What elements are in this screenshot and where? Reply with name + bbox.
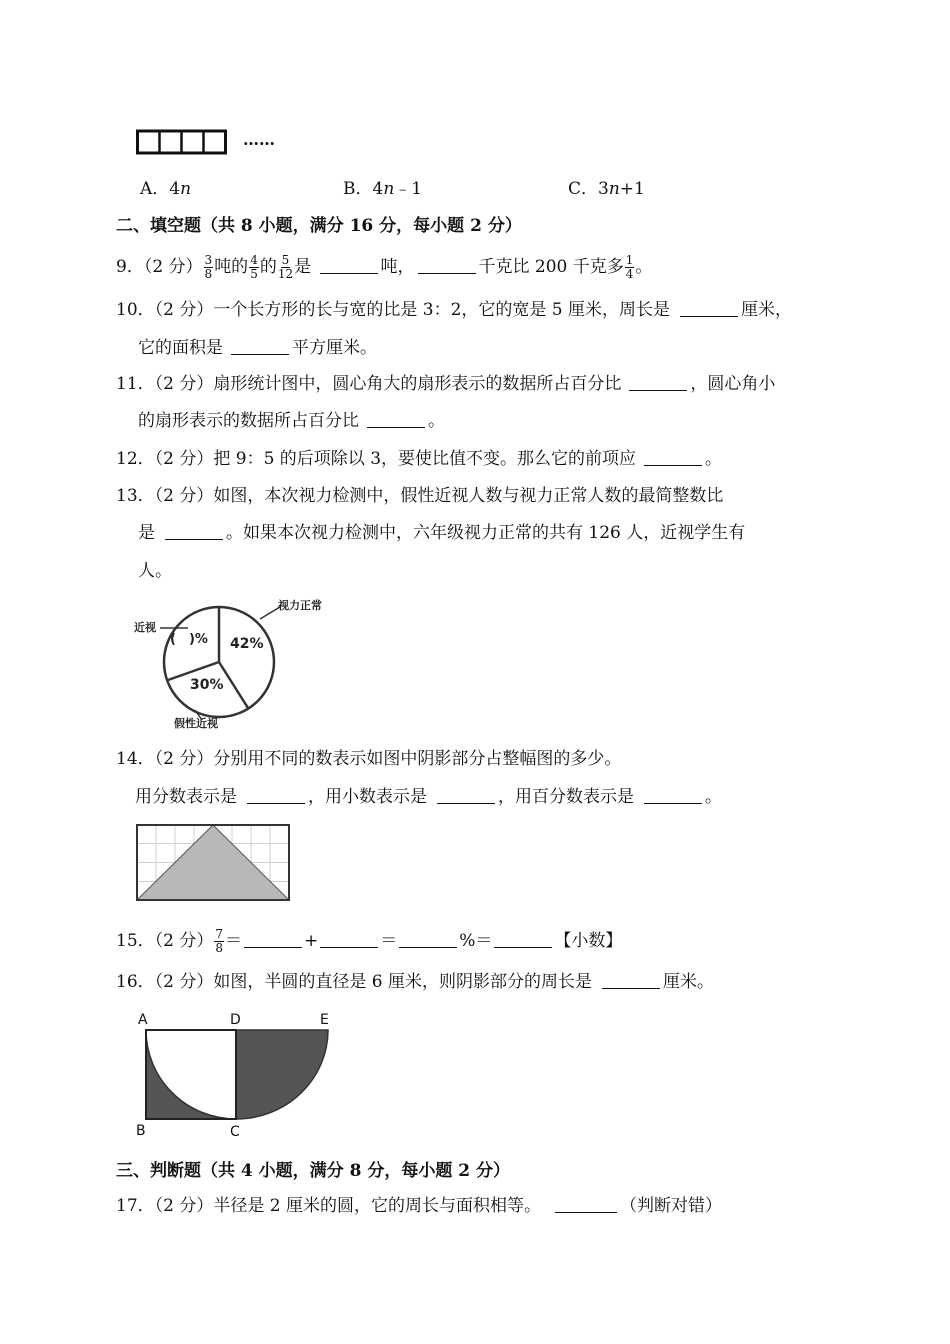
fraction: $\frac{1}{4}$ [625,253,634,281]
leader-normal [260,607,280,619]
fraction: $\frac{3}{8}$ [204,253,213,281]
point-a-label: A [138,1012,148,1028]
semicircle-figure [132,1005,342,1140]
answer-blank[interactable] [629,374,687,391]
pie-label-normal: 视力正常 [278,599,322,612]
fraction: $\frac{4}{5}$ [250,253,258,281]
pie-label-false: 假性近视 [174,717,218,730]
option-a[interactable]: A．4n [140,179,192,199]
pie-label-near: 近视 [134,621,156,634]
answer-blank[interactable] [555,1196,617,1213]
question-14-line-1: 14．（2 分）分别用不同的数表示如图中阴影部分占整幅图的多少。 [116,749,622,769]
pie-value-normal: 42% [230,636,264,652]
answer-blank[interactable] [231,338,289,355]
question-16: 16．（2 分）如图，半圆的直径是 6 厘米，则阴影部分的周长是 厘米。 [116,972,714,992]
shaded-right-region [236,1030,328,1119]
answer-blank[interactable] [165,523,223,540]
answer-blank[interactable] [320,257,378,274]
question-9: 9．（2 分） $\frac{3}{8}$ 吨的 $\frac{4}{5}$ 的 $\frac{5}{12}$ 是 吨， 千克比 200 千克多 $\frac{1}{4}$ 。 [116,253,653,281]
answer-blank[interactable] [602,972,660,989]
pie-value-false: 30% [190,677,224,693]
section-3-title: 三、判断题（共 4 小题，满分 8 分，每小题 2 分） [116,1161,510,1181]
question-11-line-2: 的扇形表示的数据所占百分比 。 [138,411,445,431]
question-10-line-1: 10．（2 分）一个长方形的长与宽的比是 3：2，它的宽是 5 厘米，周长是 厘米， [116,300,793,320]
question-12: 12．（2 分）把 9：5 的后项除以 3，要使比值不变。那么它的前项应 。 [116,449,723,469]
option-c[interactable]: C．3n+1 [568,179,645,199]
question-15: 15．（2 分） $\frac{7}{8}$ ＝ + ＝ %＝ 【小数】 [116,927,623,955]
answer-blank[interactable] [418,257,476,274]
question-13-line-2: 是 。如果本次视力检测中，六年级视力正常的共有 126 人，近视学生有 [138,523,746,543]
question-10-line-2: 它的面积是 平方厘米。 [138,338,377,358]
section-2-title: 二、填空题（共 8 小题，满分 16 分，每小题 2 分） [116,216,522,236]
point-e-label: E [320,1012,329,1028]
question-11-line-1: 11．（2 分）扇形统计图中，圆心角大的扇形表示的数据所占百分比 ，圆心角小 [116,374,776,394]
point-d-label: D [230,1012,241,1028]
answer-blank[interactable] [399,931,457,948]
fraction: $\frac{7}{8}$ [215,927,223,955]
point-c-label: C [230,1124,240,1140]
answer-blank[interactable] [244,931,302,948]
question-17: 17．（2 分）半径是 2 厘米的圆，它的周长与面积相等。 （判断对错） [116,1196,722,1216]
vision-pie-chart [130,595,340,735]
option-b[interactable]: B．4n﹣1 [343,179,423,199]
answer-blank[interactable] [644,449,702,466]
fraction: $\frac{5}{12}$ [277,253,294,281]
answer-blank[interactable] [367,411,425,428]
pie-value-unknown: ( )% [170,632,208,647]
question-13-line-3: 人。 [138,561,172,581]
point-b-label: B [136,1123,146,1139]
answer-blank[interactable] [320,931,378,948]
question-13-line-1: 13．（2 分）如图，本次视力检测中，假性近视人数与视力正常人数的最简整数比 [116,486,724,506]
grid-triangle-figure [136,824,292,902]
pattern-ellipsis: …… [243,130,275,149]
answer-blank[interactable] [247,787,305,804]
answer-blank[interactable] [644,787,702,804]
squares-strip-figure [136,129,228,155]
question-14-line-2: 用分数表示是 ，用小数表示是 ，用百分数表示是 。 [135,787,722,807]
answer-blank[interactable] [680,300,738,317]
answer-blank[interactable] [494,931,552,948]
answer-blank[interactable] [437,787,495,804]
